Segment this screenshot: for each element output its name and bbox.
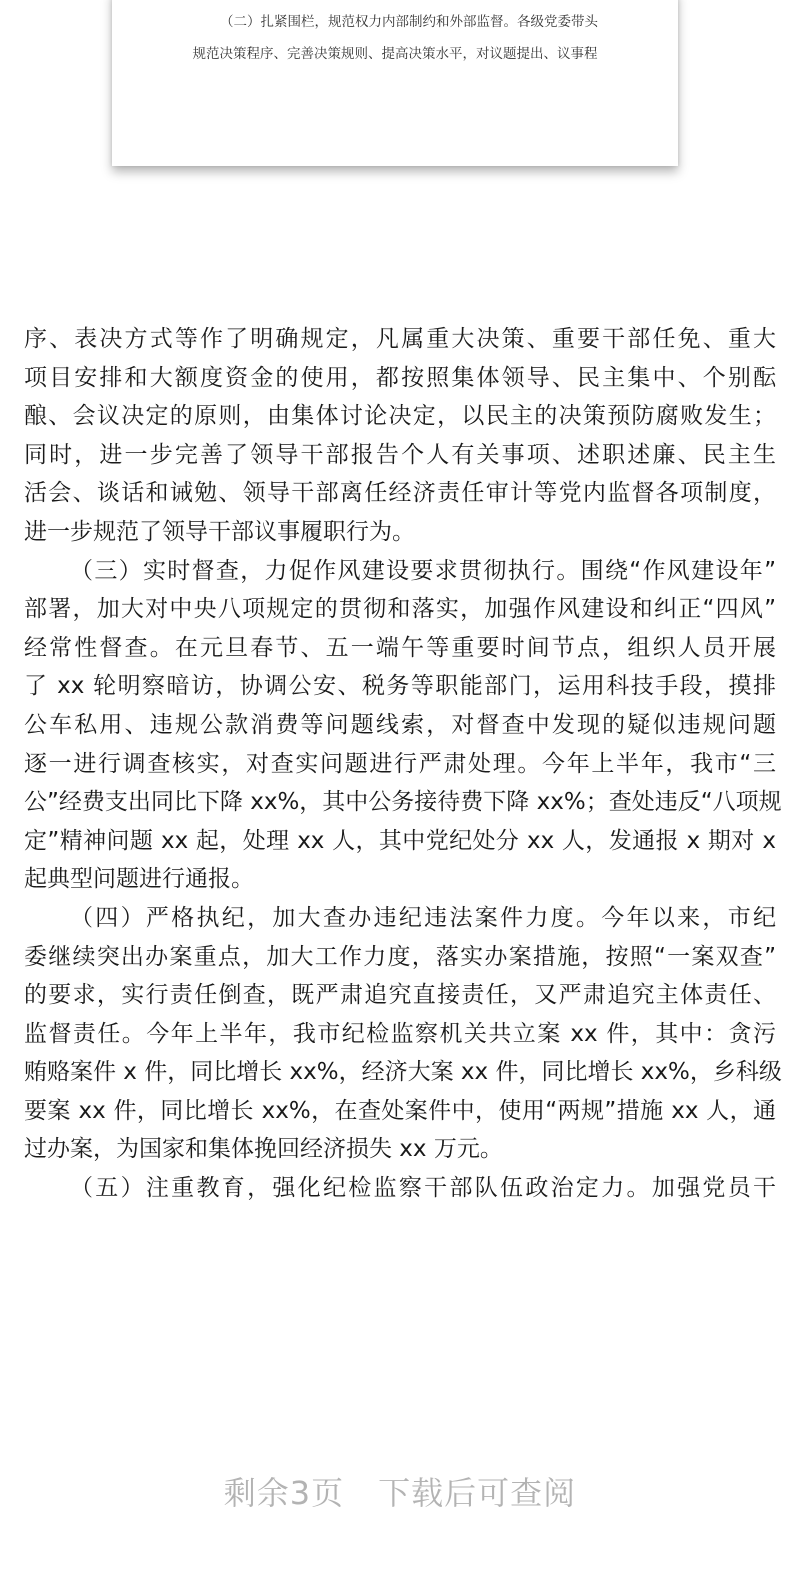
text-line: 逐一进行调查核实，对查实问题进行严肃处理。今年上半年，我市“三 [24, 750, 776, 777]
paragraph-section-5 [24, 1169, 776, 1208]
text-line: 了 xx 轮明察暗访，协调公安、税务等职能部门，运用科技手段，摸排 [24, 673, 776, 700]
text-line: 进一步规范了领导干部议事履职行为。 [24, 518, 415, 545]
text-line: 委继续突出办案重点，加大工作力度，落实办案措施，按照“一案双查” [24, 943, 776, 970]
text-line: （三）实时督查，力促作风建设要求贯彻执行。围绕“作风建设年” [70, 557, 776, 584]
text-line: 序、表决方式等作了明确规定，凡属重大决策、重要干部任免、重大 [24, 326, 776, 352]
download-to-view-label: 下载后可查阅 [378, 1474, 577, 1512]
remaining-pages-label: 剩余3页 [223, 1474, 345, 1512]
text-line: 定”精神问题 xx 起，处理 xx 人，其中党纪处分 xx 人，发通报 x 期对 x [24, 827, 776, 854]
text-line: 部署，加大对中央八项规定的贯彻和落实，加强作风建设和纠正“四风” [24, 596, 776, 623]
text-line: 公车私用、违规公款消费等问题线索，对督查中发现的疑似违规问题 [24, 711, 776, 738]
download-prompt[interactable] [0, 1468, 800, 1514]
card-text-line: 规范决策程序、完善决策规则、提高决策水平，对议题提出、议事程 [192, 46, 598, 62]
text-line: 项目安排和大额度资金的使用，都按照集体领导、民主集中、个别酝 [24, 364, 776, 391]
document-body [24, 320, 782, 1208]
preview-page-card [112, 0, 678, 166]
text-line: 酿、会议决定的原则，由集体讨论决定，以民主的决策预防腐败发生； [24, 403, 776, 430]
paragraph-continuation [24, 320, 776, 552]
text-line: 的要求，实行责任倒查，既严肃追究直接责任，又严肃追究主体责任、 [24, 982, 776, 1009]
paragraph-section-3 [24, 552, 782, 899]
text-line: 起典型问题进行通报。 [24, 866, 254, 893]
text-line: 监督责任。今年上半年，我市纪检监察机关共立案 xx 件，其中：贪污 [24, 1020, 776, 1047]
text-line: （五）注重教育，强化纪检监察干部队伍政治定力。加强党员干 [70, 1175, 776, 1202]
text-line: 要案 xx 件，同比增长 xx%，在查处案件中，使用“两规”措施 xx 人，通 [24, 1097, 776, 1124]
text-line: 公”经费支出同比下降 xx%，其中公务接待费下降 xx%；查处违反“八项规 [24, 789, 782, 816]
text-line: 贿赂案件 x 件，同比增长 xx%，经济大案 xx 件，同比增长 xx%，乡科级 [24, 1059, 782, 1086]
text-line: 过办案，为国家和集体挽回经济损失 xx 万元。 [24, 1136, 503, 1163]
text-line: 经常性督查。在元旦春节、五一端午等重要时间节点，组织人员开展 [24, 634, 776, 661]
text-line: 同时，进一步完善了领导干部报告个人有关事项、述职述廉、民主生 [24, 441, 776, 468]
text-line: （四）严格执纪，加大查办违纪违法案件力度。今年以来，市纪 [70, 904, 776, 931]
text-line: 活会、谈话和诫勉、领导干部离任经济责任审计等党内监督各项制度， [24, 480, 776, 507]
paragraph-section-4 [24, 899, 782, 1169]
card-text-line: （二）扎紧围栏，规范权力内部制约和外部监督。各级党委带头 [220, 14, 598, 30]
